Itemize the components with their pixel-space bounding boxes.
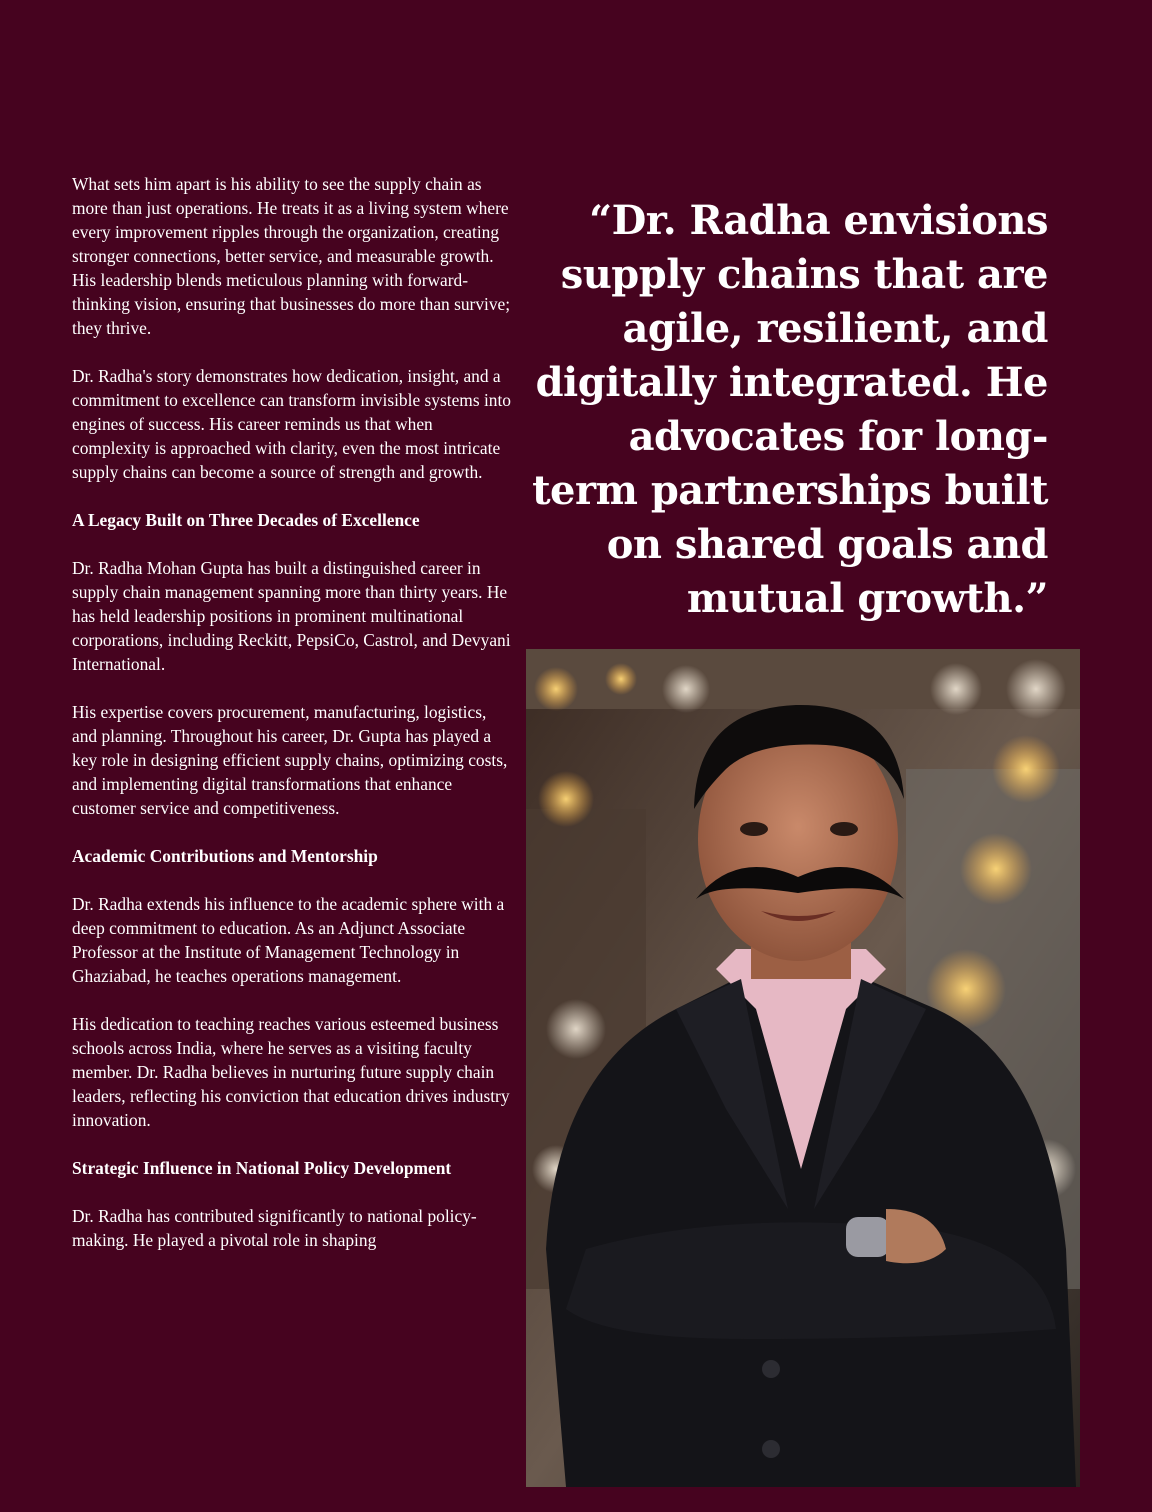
pull-quote: “Dr. Radha envisions supply chains that are agile, resilient, and digitally integrated. He advocates for long-term partnerships built on shared goals and mutual growth.”: [532, 197, 1048, 622]
paragraph: Dr. Radha Mohan Gupta has built a distinguished career in supply chain management spanning more than thirty years. He has held leadership positions in prominent multinational corporations, including Reckitt, PepsiCo, Castrol, and Devyani International.: [72, 558, 511, 674]
section-heading: Strategic Influence in National Policy Development: [72, 1158, 452, 1178]
section-heading: Academic Contributions and Mentorship: [72, 846, 378, 866]
paragraph: What sets him apart is his ability to see the supply chain as more than just operations. He treats it as a living system where every improvement ripples through the organization, creating stronger connections, better service, and measurable growth. His leadership blends meticulous planning with forward-thinking vision, ensuring that businesses do more than survive; they thrive.: [72, 174, 511, 338]
paragraph: His expertise covers procurement, manufacturing, logistics, and planning. Throughout his career, Dr. Gupta has played a key role in designing efficient supply chains, optimizing costs, and implementing digital transformations that enhance customer service and competitiveness.: [72, 702, 508, 818]
article-body: [72, 172, 512, 1276]
paragraph: Dr. Radha extends his influence to the academic sphere with a deep commitment to education. As an Adjunct Associate Professor at the Institute of Management Technology in Ghaziabad, he teaches operations management.: [72, 894, 505, 986]
portrait-illustration: [526, 649, 1080, 1487]
portrait-photo: [526, 649, 1080, 1487]
paragraph: His dedication to teaching reaches various esteemed business schools across India, where he serves as a visiting faculty member. Dr. Radha believes in nurturing future supply chain leaders, reflecting his conviction that education drives industry innovation.: [72, 1014, 510, 1130]
paragraph: Dr. Radha's story demonstrates how dedication, insight, and a commitment to excellence can transform invisible systems into engines of success. His career reminds us that when complexity is approached with clarity, even the most intricate supply chains can become a source of strength and growth.: [72, 366, 512, 482]
paragraph: Dr. Radha has contributed significantly to national policy-making. He played a pivotal role in shaping: [72, 1206, 477, 1250]
section-heading: A Legacy Built on Three Decades of Excellence: [72, 510, 420, 530]
